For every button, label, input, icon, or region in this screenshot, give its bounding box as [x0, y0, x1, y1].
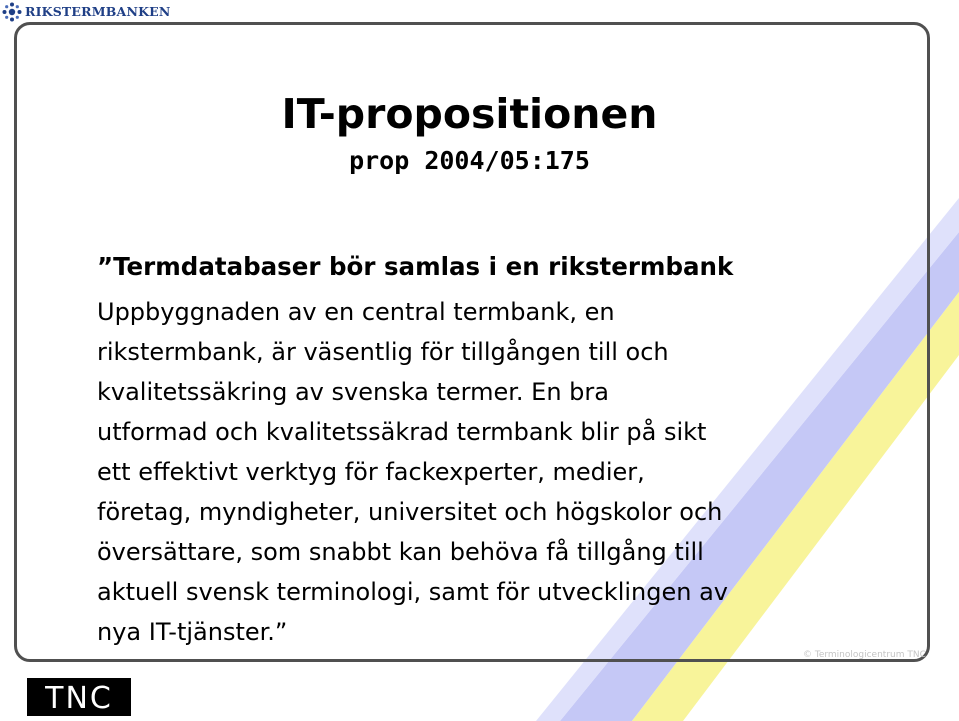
- slide-subtitle: prop 2004/05:175: [349, 146, 590, 175]
- quote-line: ett effektivt verktyg för fackexperter, medier,: [97, 458, 645, 486]
- quote-line: företag, myndigheter, universitet och högskolor och: [97, 498, 723, 526]
- riksterm-star-icon: [2, 2, 22, 22]
- slide-title: IT-propositionen: [281, 90, 658, 138]
- quote-heading: ”Termdatabaser bör samlas i en rikstermbank: [97, 252, 734, 281]
- quote-line: utformad och kvalitetssäkrad termbank blir på sikt: [97, 418, 707, 446]
- quote-line: aktuell svensk terminologi, samt för utvecklingen av: [97, 578, 728, 606]
- quote-line: Uppbyggnaden av en central termbank, en: [97, 298, 615, 326]
- logo-text: RIKSTERMBANKEN: [25, 4, 171, 19]
- quote-line: rikstermbank, är väsentlig för tillgången till och: [97, 338, 669, 366]
- copyright-notice: © Terminologicentrum TNC: [803, 650, 926, 660]
- quote-line: kvalitetssäkring av svenska termer. En bra: [97, 378, 609, 406]
- tnc-logo[interactable]: [27, 678, 131, 716]
- rikstermbanken-logo[interactable]: [2, 2, 171, 22]
- quote-line: nya IT-tjänster.”: [97, 618, 288, 646]
- quote-body: [97, 292, 857, 652]
- tnc-logo-text: TNC: [45, 681, 113, 716]
- quote-line: översättare, som snabbt kan behöva få tillgång till: [97, 538, 704, 566]
